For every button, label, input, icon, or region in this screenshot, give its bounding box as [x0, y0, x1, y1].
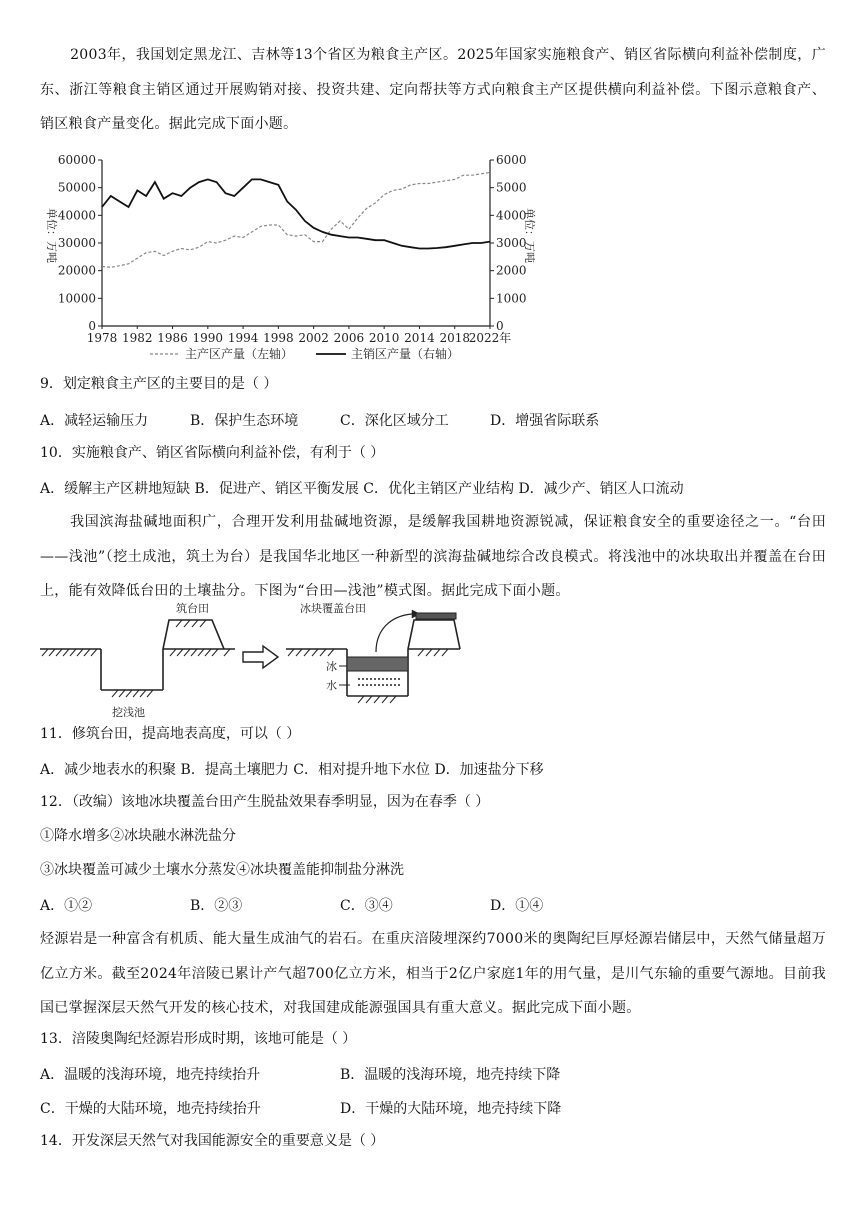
q9-option-a[interactable]: A．减轻运输压力	[40, 413, 149, 429]
passage-2: 我国滨海盐碱地面积广，合理开发利用盐碱地资源，是缓解我国耕地资源锐减，保证粮食安全的重要途径之一。“台田——浅池”（挖土成池，筑土为台）是我国华北地区一种新型的滨海盐碱地综合改良模式。将浅池中的冰块取出并覆盖在台田上，能有效降低台田的土壤盐分。下图为“台田—浅池”模式图。据此完成下面小题。	[40, 514, 826, 599]
x-tick-label: 2014	[404, 331, 435, 345]
left-tick-label: 30000	[57, 236, 96, 250]
x-tick-label: 1982	[121, 331, 153, 345]
label-build-platform: 筑台田	[176, 602, 209, 615]
question-10-stem: 10．实施粮食产、销区省际横向利益补偿，有利于（ ）	[40, 445, 385, 461]
q10-options[interactable]: A．缓解主产区耕地短缺 B．促进产、销区平衡发展 C．优化主销区产业结构 D．减少产、销区人口流动	[40, 481, 684, 497]
right-tick-label: 6000	[496, 153, 527, 167]
question-9-stem: 9．划定粮食主产区的主要目的是（ ）	[40, 376, 278, 392]
passage-1: 2003年，我国划定黑龙江、吉林等13个省区为粮食主产区。2025年国家实施粮食产、销区省际横向利益补偿制度，广东、浙江等粮食主销区通过开展购销对接、投资共建、定向帮扶等方式向粮食主产区提供横向利益补偿。下图示意粮食产、销区粮食产量变化。据此完成下面小题。	[40, 47, 826, 132]
right-tick-label: 5000	[496, 180, 527, 195]
left-tick-label: 50000	[57, 180, 96, 195]
label-water: 水	[326, 679, 337, 692]
left-tick-label: 0	[88, 319, 96, 333]
right-tick-label: 2000	[496, 263, 527, 278]
right-tick-label: 3000	[496, 236, 527, 250]
legend-main-producing-label: 主产区产量（左轴）	[185, 347, 294, 361]
q9-option-b[interactable]: B．保护生态环境	[190, 413, 299, 429]
q12-option-c[interactable]: C．③④	[340, 898, 393, 914]
q13-option-b[interactable]: B．温暖的浅海环境，地壳持续下降	[340, 1067, 561, 1083]
x-tick-label: 1990	[192, 331, 224, 345]
left-tick-label: 20000	[57, 263, 96, 278]
left-tick-label: 60000	[57, 153, 96, 167]
q13-option-c[interactable]: C．干燥的大陆环境，地壳持续抬升	[40, 1101, 261, 1117]
question-12-stem: 12．（改编）该地冰块覆盖台田产生脱盐效果春季明显，因为在春季（ ）	[40, 794, 490, 810]
left-axis-unit: 单位：万吨	[45, 208, 58, 263]
right-tick-label: 0	[496, 319, 504, 333]
q9-option-d[interactable]: D．增强省际联系	[490, 413, 600, 429]
right-tick-label: 1000	[496, 291, 527, 306]
question-13-stem: 13．涪陵奥陶纪烃源岩形成时期，该地可能是（ ）	[40, 1031, 357, 1047]
q9-option-c[interactable]: C．深化区域分工	[340, 413, 449, 429]
x-tick-label: 2006	[333, 331, 365, 345]
label-ice: 冰	[326, 660, 337, 673]
question-14-stem: 14．开发深层天然气对我国能源安全的重要意义是（ ）	[40, 1133, 385, 1149]
q11-options[interactable]: A．减少地表水的积聚 B．提高土壤肥力 C．相对提升地下水位 D．加速盐分下移	[40, 762, 544, 778]
label-ice-cover: 冰块覆盖台田	[300, 602, 366, 615]
left-tick-label: 40000	[57, 208, 96, 223]
passage-3: 烃源岩是一种富含有机质、能大量生成油气的岩石。在重庆涪陵埋深约7000米的奥陶纪巨厚烃源岩储层中，天然气储量超万亿立方米。截至2024年涪陵已累计产气超700亿立方米，相当于2亿户家庭1年的用气量，是川气东输的重要气源地。目前我国已掌握深层天然气开发的核心技术，对我国建成能源强国具有重大意义。据此完成下面小题。	[40, 931, 826, 1016]
x-tick-label: 1978	[86, 331, 118, 345]
x-tick-label: 1986	[157, 331, 188, 345]
series-main-selling-line	[102, 179, 490, 248]
q12-option-b[interactable]: B．②③	[190, 898, 243, 914]
label-dig-pit: 挖浅池	[112, 706, 145, 719]
right-tick-label: 4000	[496, 208, 527, 223]
question-11-stem: 11．修筑台田，提高地表高度，可以（ ）	[40, 726, 301, 742]
x-tick-label: 2010	[368, 331, 400, 345]
q12-statement-line-1: ①降水增多②冰块融水淋洗盐分	[40, 828, 236, 844]
taitian-qianchi-diagram	[40, 600, 480, 722]
x-tick-label: 2002	[298, 331, 329, 345]
q13-option-d[interactable]: D．干燥的大陆环境，地壳持续下降	[340, 1101, 562, 1117]
q12-option-a[interactable]: A．①②	[40, 898, 93, 914]
q13-option-a[interactable]: A．温暖的浅海环境，地壳持续抬升	[40, 1067, 261, 1083]
left-tick-label: 10000	[57, 291, 96, 306]
x-tick-label: 2022年	[468, 331, 512, 345]
x-tick-label: 1994	[227, 331, 259, 345]
right-axis-unit: 单位：万吨	[523, 208, 536, 263]
q12-option-d[interactable]: D．①④	[490, 898, 544, 914]
grain-output-chart	[40, 148, 540, 368]
x-tick-label: 2018	[439, 331, 471, 345]
x-tick-label: 1998	[263, 331, 294, 345]
legend-main-selling-label: 主销区产量（右轴）	[351, 347, 460, 361]
q12-statement-line-2: ③冰块覆盖可减少土壤水分蒸发④冰块覆盖能抑制盐分淋洗	[40, 862, 404, 878]
series-main-producing-line	[102, 172, 490, 267]
